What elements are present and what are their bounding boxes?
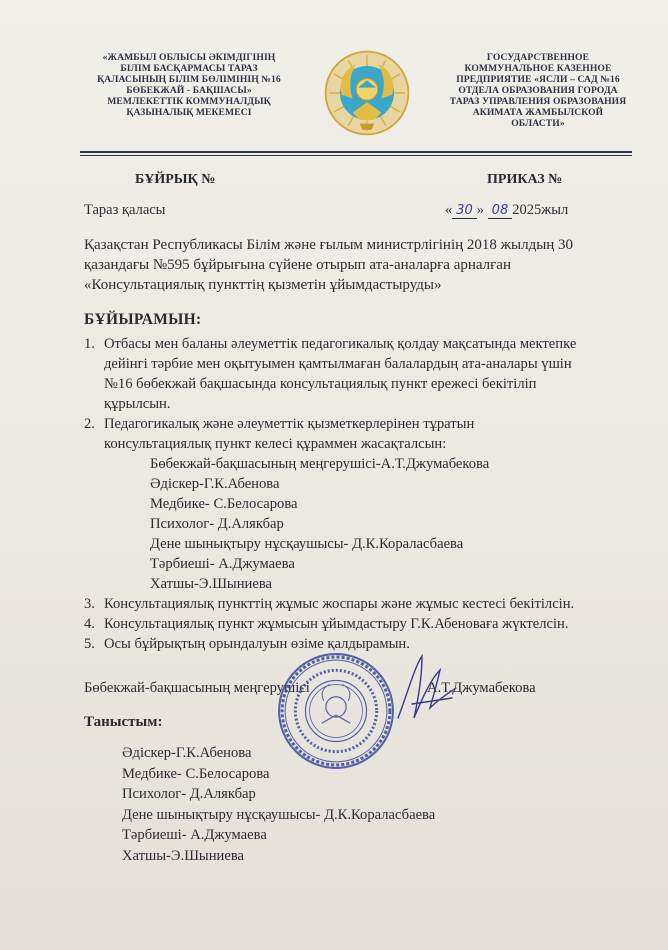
- header-right-line: ОТДЕЛА ОБРАЗОВАНИЯ ГОРОДА: [458, 85, 618, 96]
- item-line: құрылсын.: [104, 396, 171, 412]
- header-right-line: ПРЕДПРИЯТИЕ «ЯСЛИ – САД №16: [456, 74, 620, 85]
- acquainted-heading: Таныстым:: [84, 714, 163, 730]
- date-year: 2025жыл: [512, 202, 569, 218]
- item-line: Консультациялық пункттің жұмыс жоспары және жұмыс кестесі бекітілсін.: [104, 596, 575, 612]
- item-line: №16 бөбекжай бақшасында консультациялық пункт ережесі бекітіліп: [104, 376, 537, 392]
- item-number: 5.: [84, 636, 95, 652]
- order-number-ru: ПРИКАЗ №: [487, 172, 563, 187]
- item-number: 3.: [84, 596, 95, 612]
- item-number: 4.: [84, 616, 95, 632]
- header-right-line: АКИМАТА ЖАМБЫЛСКОЙ: [472, 107, 604, 118]
- header-right-line: КОММУНАЛЬНОЕ КАЗЕННОЕ: [464, 63, 612, 74]
- member-item: Дене шынықтыру нұсқаушысы- Д.К.Кораласбаева: [150, 536, 464, 552]
- acquainted-item: Хатшы-Э.Шыниева: [122, 847, 245, 864]
- item-line: Консультациялық пункт жұмысын ұйымдастыру Г.К.Абеноваға жүктелсін.: [104, 616, 569, 632]
- item-line: дейінгі тәрбие мен оқытуымен қамтылмаған балалардың ата-аналары үшін: [104, 356, 572, 372]
- member-item: Хатшы-Э.Шыниева: [150, 576, 273, 592]
- decree-item-4: [84, 614, 639, 634]
- decree-item-2: [84, 414, 639, 594]
- intro-line: Қазақстан Республикасы Білім және ғылым министрлігінің 2018 жылдың 30: [84, 237, 574, 253]
- header-left-line: «ЖАМБЫЛ ОБЛЫСЫ ӘКІМДІГІНІҢ: [102, 52, 276, 63]
- place-city: Тараз қаласы: [84, 202, 166, 218]
- decree-item-3: [84, 594, 639, 614]
- item-number: 1.: [84, 336, 95, 352]
- decree-heading: БҰЙЫРАМЫН:: [84, 311, 202, 328]
- date-close-quote: »: [476, 202, 485, 218]
- item-line: Отбасы мен баланы әлеуметтік педагогикалық қолдау мақсатында мектепке: [104, 336, 577, 352]
- date-month: 08: [488, 203, 513, 219]
- signatory-name: А.Т.Джумабекова: [427, 680, 536, 696]
- header-right-line: ГОСУДАРСТВЕННОЕ: [486, 52, 590, 63]
- header-left-kz: [80, 52, 298, 118]
- decree-item-1: [84, 334, 639, 414]
- acquainted-item: Әдіскер-Г.К.Абенова: [122, 745, 252, 761]
- item-line: консультациялық пункт келесі құраммен жасақталсын:: [104, 436, 447, 452]
- handwritten-signature-icon: [392, 648, 462, 726]
- header-right-line: ОБЛАСТИ»: [511, 118, 565, 129]
- item-line: Осы бұйрықтың орындалуын өзіме қалдырамын.: [104, 636, 410, 652]
- item-line: Педагогикалық және әлеуметтік қызметкерлерінен тұратын: [104, 416, 475, 432]
- acquainted-list: [122, 743, 435, 867]
- acquainted-item: Медбике- С.Белосарова: [122, 765, 270, 782]
- header-left-line: БӨБЕКЖАЙ - БАҚШАСЫ»: [126, 85, 252, 96]
- header-divider-thin: [80, 155, 632, 156]
- intro-paragraph: [84, 235, 624, 295]
- member-item: Тәрбиеші- А.Джумаева: [150, 556, 295, 572]
- member-item: Әдіскер-Г.К.Абенова: [150, 476, 280, 492]
- item-number: 2.: [84, 416, 95, 432]
- header-right-ru: [432, 52, 644, 129]
- header-left-line: БІЛІМ БАСҚАРМАСЫ ТАРАЗ: [120, 63, 258, 74]
- intro-line: қазандағы №595 бұйрығына сүйене отырып ата-аналарға арналған: [84, 257, 511, 273]
- date-day: 30: [452, 203, 477, 219]
- header-divider-thick: [80, 151, 632, 153]
- member-item: Медбике- С.Белосарова: [150, 496, 298, 512]
- order-number-kz: БҰЙРЫҚ №: [135, 172, 216, 187]
- signatory-title: Бөбекжай-бақшасының меңгерушісі: [84, 680, 310, 696]
- intro-line: «Консультациялық пункттің қызметін ұйымдастыруды»: [84, 277, 442, 293]
- order-date: [445, 202, 568, 219]
- acquainted-item: Дене шынықтыру нұсқаушысы- Д.К.Кораласбаева: [122, 806, 436, 823]
- acquainted-item: Психолог- Д.Алякбар: [122, 786, 256, 803]
- header-left-line: ҚАЗЫНАЛЫҚ МЕКЕМЕСІ: [126, 107, 252, 118]
- member-item: Бөбекжай-бақшасының меңгерушісі-А.Т.Джумабекова: [150, 456, 490, 472]
- header-right-line: ТАРАЗ УПРАВЛЕНИЯ ОБРАЗОВАНИЯ: [449, 96, 627, 107]
- member-item: Психолог- Д.Алякбар: [150, 516, 284, 532]
- header-left-line: ҚАЛАСЫНЫҢ БІЛІМ БӨЛІМІНІҢ №16: [97, 74, 281, 85]
- header-left-line: МЕМЛЕКЕТТІК КОММУНАЛДЫҚ: [107, 96, 271, 107]
- decree-list: [84, 334, 639, 654]
- acquainted-item: Тәрбиеші- А.Джумаева: [122, 827, 267, 844]
- date-open-quote: «: [445, 202, 453, 218]
- state-emblem-icon: [322, 48, 412, 138]
